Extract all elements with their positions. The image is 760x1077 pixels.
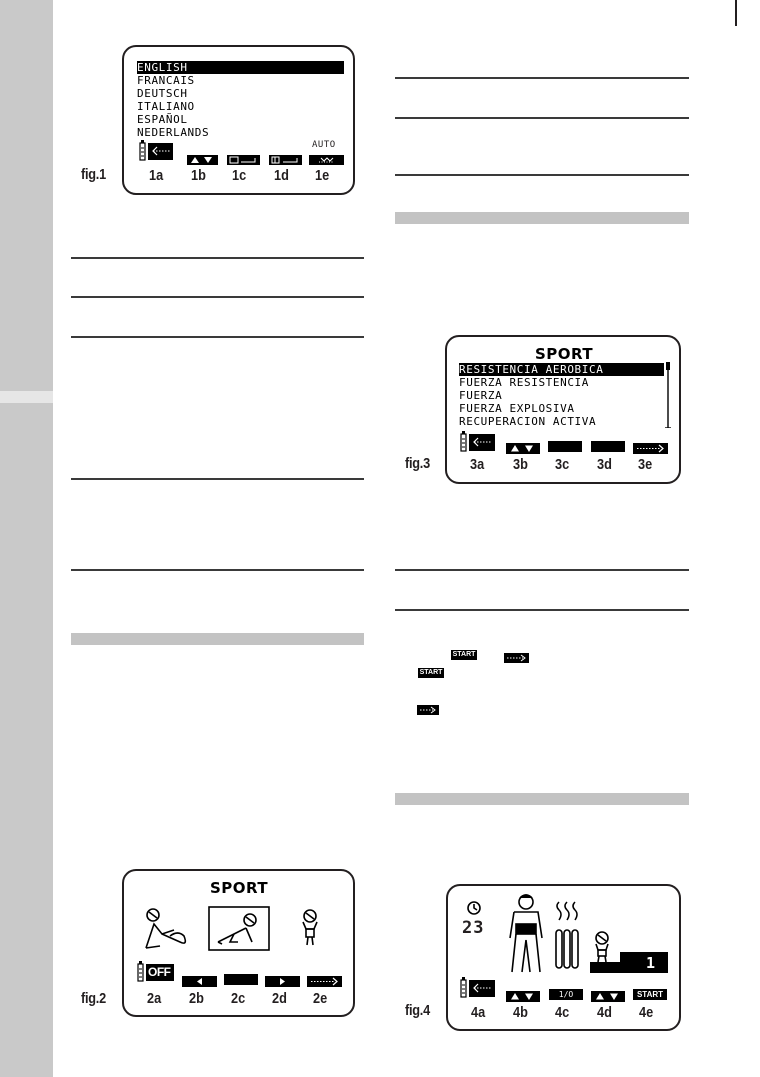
softkey-label: 2d	[272, 990, 287, 1007]
program-option[interactable]: FUERZA EXPLOSIVA	[459, 402, 575, 415]
program-option[interactable]: RECUPERACION ACTIVA	[459, 415, 597, 428]
language-option[interactable]: ITALIANO	[137, 100, 195, 113]
selected-exercise-figure-icon[interactable]	[208, 906, 270, 956]
rule	[395, 569, 689, 571]
inline-start-key: START	[452, 651, 476, 658]
softkey-label: 1c	[232, 167, 247, 184]
softkey-label: 1e	[315, 167, 330, 184]
softkey-label: 4c	[555, 1004, 570, 1021]
language-option[interactable]: DEUTSCH	[137, 87, 188, 100]
softkey-label: 3d	[597, 456, 612, 473]
podium-figure-icon	[588, 930, 672, 979]
level-value: 1	[646, 954, 656, 972]
off-label: OFF	[148, 965, 171, 979]
softkey-label: 4b	[513, 1004, 528, 1021]
rule	[71, 336, 364, 338]
softkey-label: 3b	[513, 456, 528, 473]
auto-label: AUTO	[312, 140, 336, 150]
lcd-display-sport-icons	[122, 869, 355, 1017]
language-option-selected[interactable]: ENGLISH	[137, 61, 344, 74]
crop-mark	[735, 0, 737, 26]
rule	[395, 117, 689, 119]
softkey-label: 1a	[149, 167, 164, 184]
inline-arrow-key-icon	[504, 650, 529, 668]
timer-value: 23	[462, 918, 485, 938]
rule	[395, 609, 689, 611]
inline-arrow-key-icon	[417, 702, 439, 720]
section-bar	[395, 793, 689, 805]
blank-softkey[interactable]	[591, 441, 625, 452]
softkey-label: 4e	[639, 1004, 654, 1021]
rule	[71, 478, 364, 480]
program-option[interactable]: FUERZA	[459, 389, 503, 402]
standing-child-figure-icon[interactable]	[298, 907, 322, 952]
battery-back-icon[interactable]	[460, 431, 496, 458]
blank-softkey[interactable]	[548, 441, 582, 452]
rule	[71, 296, 364, 298]
softkey-label: 3e	[638, 456, 653, 473]
figure-label: fig.2	[81, 990, 106, 1007]
lcd-display-language	[122, 45, 355, 195]
section-bar	[395, 212, 689, 224]
softkey-label: 2a	[147, 990, 162, 1007]
softkey-label: 3c	[555, 456, 570, 473]
scrollbar[interactable]	[665, 362, 671, 433]
stretching-figure-icon[interactable]	[140, 906, 190, 955]
rule	[395, 174, 689, 176]
softkey-label: 2b	[189, 990, 204, 1007]
body-figure-icon	[502, 892, 550, 981]
battery-back-icon[interactable]	[460, 977, 496, 1004]
language-option[interactable]: ESPAÑOL	[137, 113, 188, 126]
rule	[71, 569, 364, 571]
side-tab-strip	[0, 0, 53, 1077]
inline-start-key: START	[419, 669, 443, 676]
blank-softkey[interactable]	[224, 974, 258, 985]
softkey-label: 4a	[471, 1004, 486, 1021]
screen-title: SPORT	[210, 879, 269, 897]
program-option-selected[interactable]: RESISTENCIA AEROBICA	[459, 363, 664, 376]
figure-label: fig.3	[405, 455, 430, 472]
start-softkey[interactable]: START	[633, 989, 667, 1000]
language-option[interactable]: NEDERLANDS	[137, 126, 210, 139]
softkey-label: 2e	[313, 990, 328, 1007]
figure-label: fig.4	[405, 1002, 430, 1019]
rule	[71, 257, 364, 259]
softkey-label: 2c	[231, 990, 246, 1007]
rule	[395, 77, 689, 79]
screen-title: SPORT	[535, 345, 594, 363]
side-tab-marker	[0, 391, 53, 403]
heat-waves-icon	[554, 900, 580, 927]
figure-label: fig.1	[81, 166, 106, 183]
on-off-softkey[interactable]: 1/O	[549, 989, 583, 1000]
radiator-icon	[554, 926, 580, 977]
softkey-label: 1d	[274, 167, 289, 184]
program-option[interactable]: FUERZA RESISTENCIA	[459, 376, 590, 389]
lcd-display-sport-list	[445, 335, 681, 484]
language-option[interactable]: FRANCAIS	[137, 74, 195, 87]
section-bar	[71, 633, 364, 645]
softkey-label: 1b	[191, 167, 206, 184]
softkey-label: 3a	[470, 456, 485, 473]
lcd-display-session	[446, 884, 681, 1031]
softkey-label: 4d	[597, 1004, 612, 1021]
battery-back-icon[interactable]	[139, 140, 174, 167]
